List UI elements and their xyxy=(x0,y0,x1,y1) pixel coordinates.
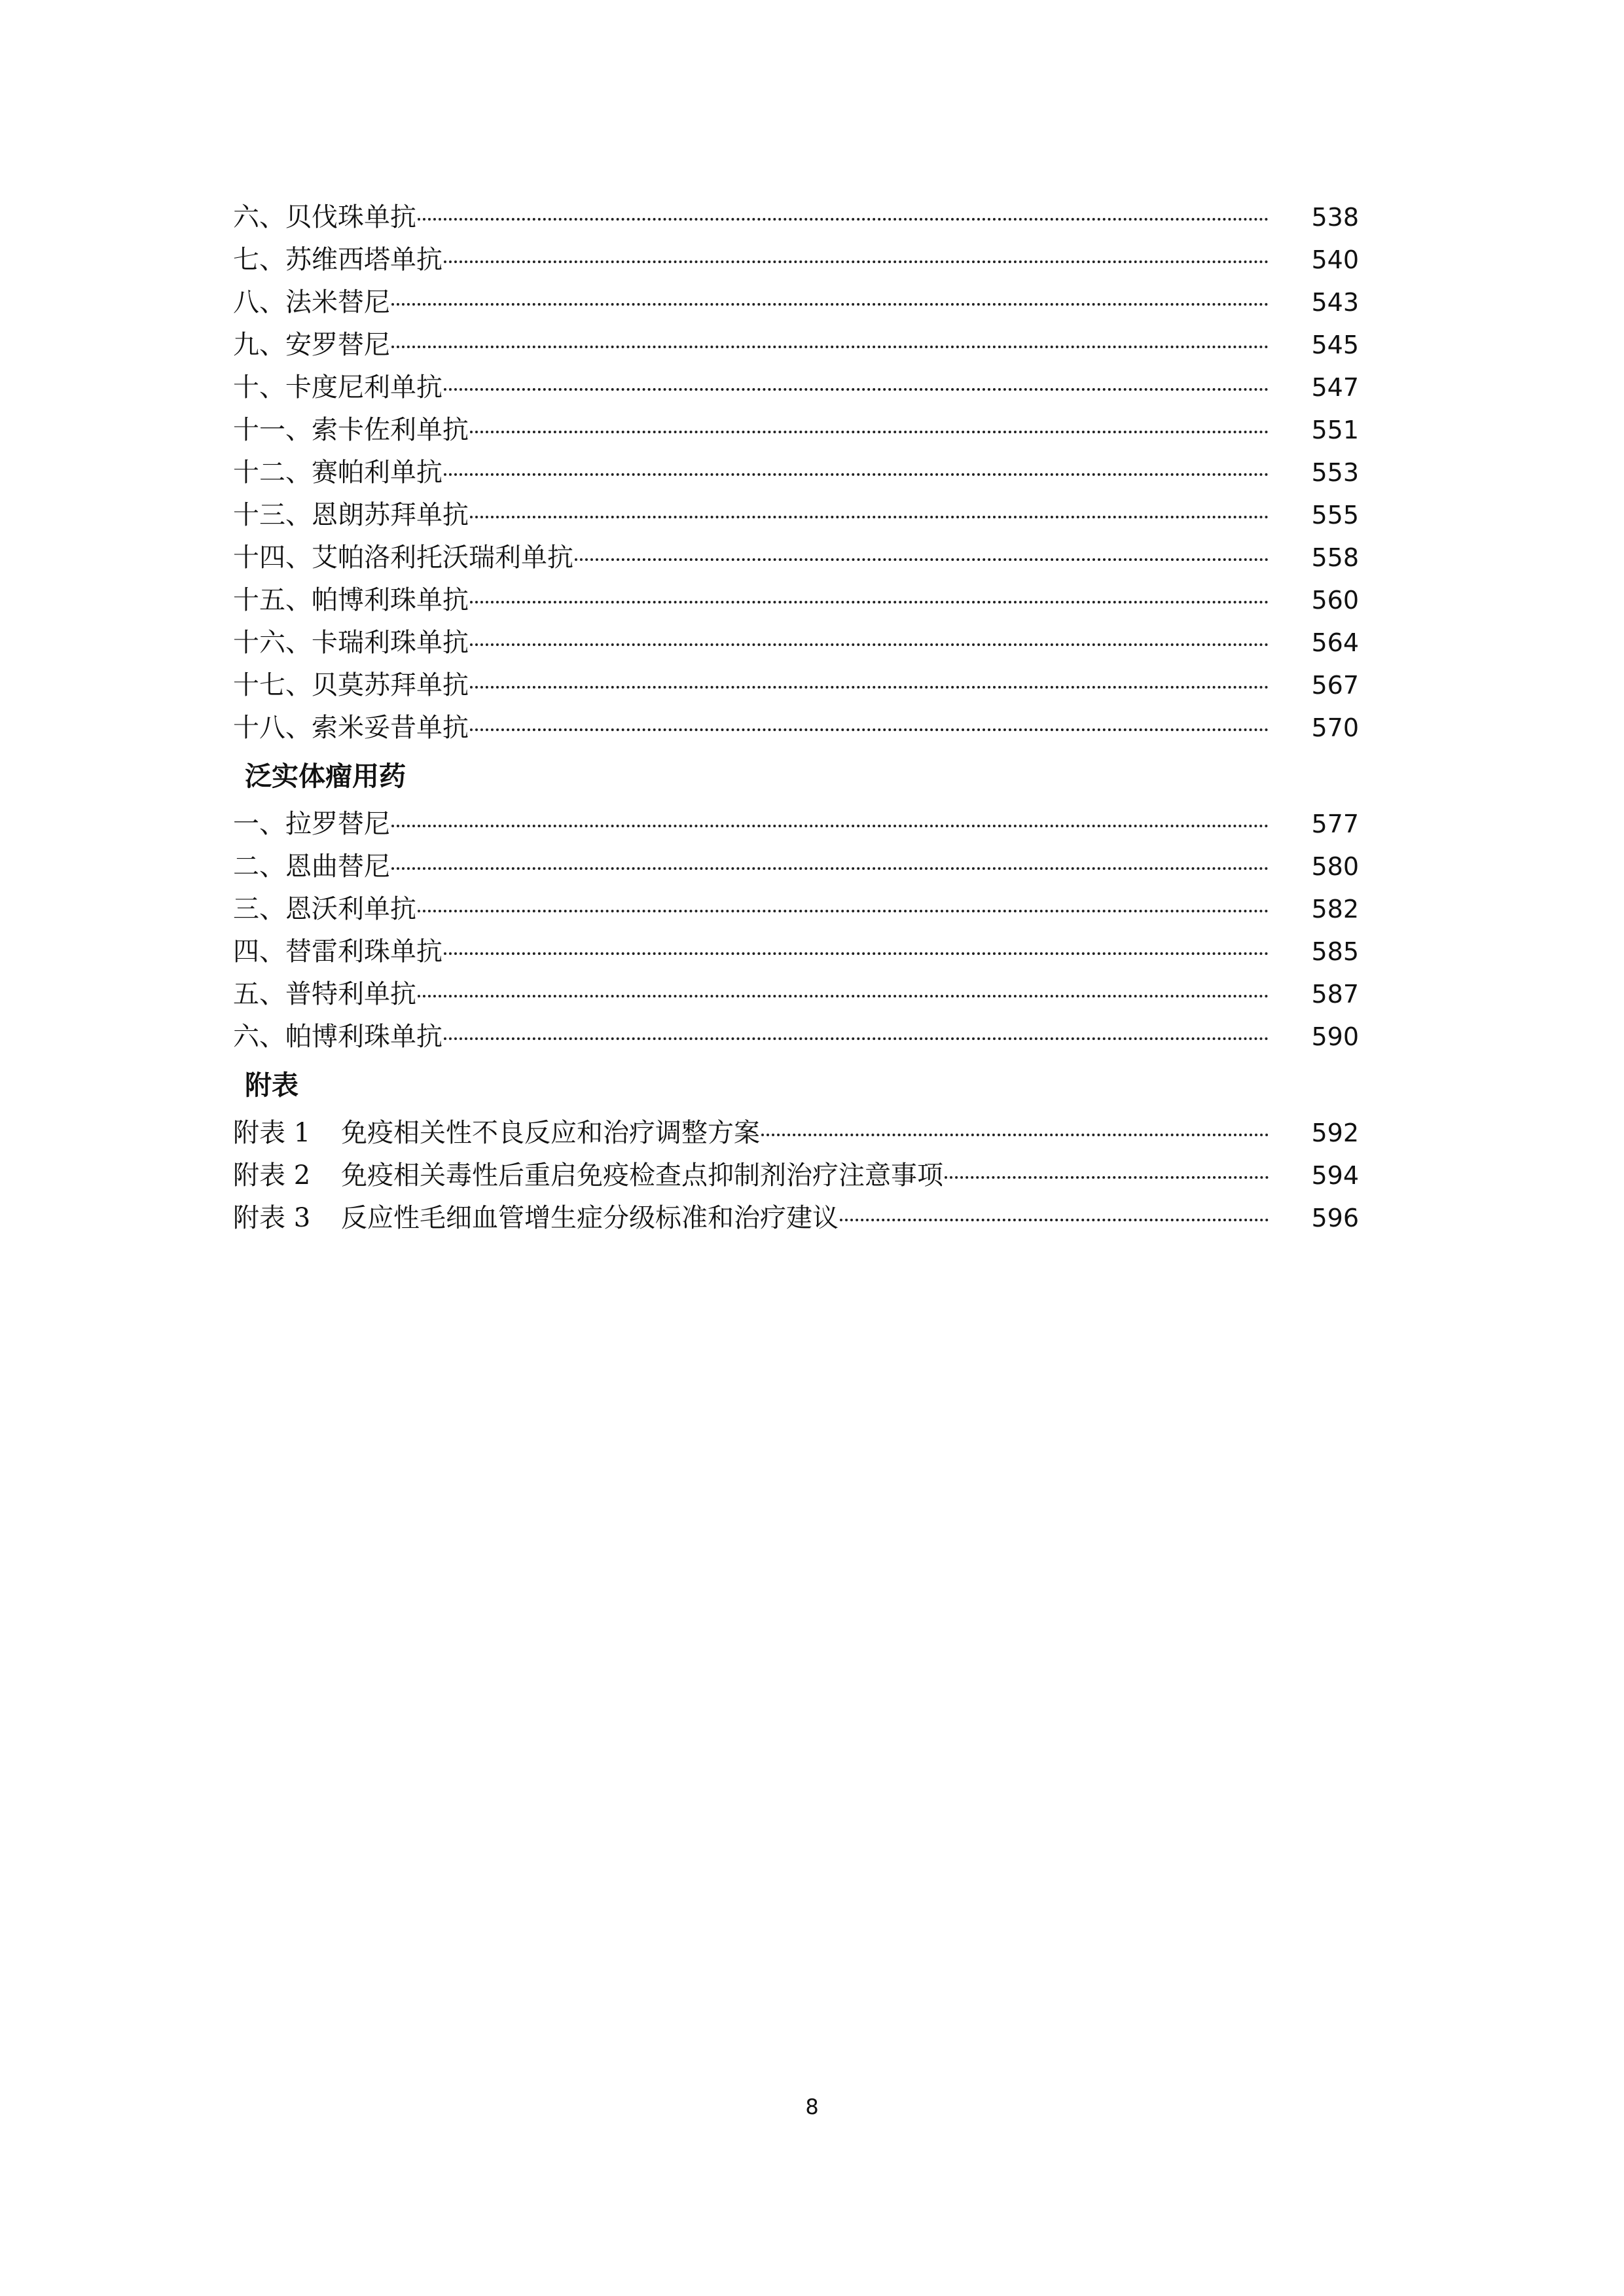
toc-entry[interactable] xyxy=(233,579,1359,622)
toc-entry-title: 六、贝伐珠单抗 xyxy=(233,202,416,232)
toc-entry-page: 551 xyxy=(1311,416,1359,444)
toc-group-1 xyxy=(233,196,1359,749)
dot-leader xyxy=(391,346,1269,348)
toc-entry-page: 594 xyxy=(1311,1161,1359,1190)
toc-entry-page: 558 xyxy=(1311,543,1359,572)
toc-entry-page: 543 xyxy=(1311,288,1359,317)
toc-entry-title: 六、帕博利珠单抗 xyxy=(233,1022,442,1052)
toc-entry-page: 560 xyxy=(1311,586,1359,615)
toc-entry[interactable] xyxy=(233,324,1359,367)
appendix-number: 附表 1 xyxy=(233,1118,311,1148)
toc-entry-title: 十七、贝莫苏拜单抗 xyxy=(233,670,469,700)
dot-leader xyxy=(391,825,1269,827)
appendix-title: 反应性毛细血管增生症分级标准和治疗建议 xyxy=(341,1203,839,1233)
toc-entry[interactable] xyxy=(233,707,1359,749)
toc-entry-page: 545 xyxy=(1311,331,1359,359)
toc-entry-page: 540 xyxy=(1311,245,1359,274)
toc-entry[interactable] xyxy=(233,537,1359,579)
toc-entry[interactable] xyxy=(233,1016,1359,1058)
toc-entry-page: 585 xyxy=(1311,937,1359,966)
toc-entry[interactable] xyxy=(233,664,1359,707)
toc-entry[interactable] xyxy=(233,494,1359,537)
toc-entry-page: 564 xyxy=(1311,628,1359,657)
toc-entry-page: 580 xyxy=(1311,852,1359,881)
appendix-number: 附表 3 xyxy=(233,1203,311,1233)
dot-leader xyxy=(418,910,1269,912)
toc-entry[interactable] xyxy=(233,803,1359,846)
toc-entry-title xyxy=(233,1155,943,1197)
dot-leader xyxy=(470,728,1269,731)
dot-leader xyxy=(444,473,1269,476)
dot-leader xyxy=(840,1219,1269,1221)
table-of-contents xyxy=(233,196,1359,1240)
toc-entry-title: 二、恩曲替尼 xyxy=(233,852,390,882)
dot-leader xyxy=(391,867,1269,870)
dot-leader xyxy=(444,260,1269,263)
dot-leader xyxy=(945,1176,1269,1179)
toc-entry-title xyxy=(233,1197,839,1240)
toc-entry[interactable] xyxy=(233,973,1359,1016)
dot-leader xyxy=(470,431,1269,433)
dot-leader xyxy=(418,218,1269,221)
dot-leader xyxy=(444,388,1269,391)
toc-entry[interactable] xyxy=(233,452,1359,494)
toc-entry-page: 567 xyxy=(1311,671,1359,700)
dot-leader xyxy=(444,1037,1269,1040)
toc-entry-page: 592 xyxy=(1311,1119,1359,1147)
dot-leader xyxy=(761,1134,1269,1136)
toc-entry[interactable] xyxy=(233,1112,1359,1155)
toc-entry-title: 十二、赛帕利单抗 xyxy=(233,457,442,488)
toc-entry-title: 十五、帕博利珠单抗 xyxy=(233,585,469,615)
toc-entry-title: 十六、卡瑞利珠单抗 xyxy=(233,628,469,658)
toc-entry-title: 十、卡度尼利单抗 xyxy=(233,372,442,403)
dot-leader xyxy=(418,995,1269,997)
toc-entry-page: 577 xyxy=(1311,810,1359,838)
toc-entry[interactable] xyxy=(233,409,1359,452)
toc-entry-page: 587 xyxy=(1311,980,1359,1009)
toc-entry-title: 三、恩沃利单抗 xyxy=(233,894,416,924)
toc-entry-page: 553 xyxy=(1311,458,1359,487)
toc-entry[interactable] xyxy=(233,367,1359,409)
appendix-title: 免疫相关毒性后重启免疫检查点抑制剂治疗注意事项 xyxy=(341,1160,943,1191)
toc-entry-page: 596 xyxy=(1311,1204,1359,1232)
appendix-number: 附表 2 xyxy=(233,1160,311,1191)
toc-entry[interactable] xyxy=(233,846,1359,888)
toc-entry[interactable] xyxy=(233,281,1359,324)
toc-entry-page: 547 xyxy=(1311,373,1359,402)
toc-entry-page: 555 xyxy=(1311,501,1359,529)
toc-entry-title: 八、法米替尼 xyxy=(233,287,390,317)
toc-entry[interactable] xyxy=(233,196,1359,239)
appendix-title: 免疫相关性不良反应和治疗调整方案 xyxy=(341,1118,760,1148)
dot-leader xyxy=(391,303,1269,306)
toc-entry[interactable] xyxy=(233,888,1359,931)
toc-entry-title: 五、普特利单抗 xyxy=(233,979,416,1009)
toc-entry-title: 九、安罗替尼 xyxy=(233,330,390,360)
toc-entry-title: 十八、索米妥昔单抗 xyxy=(233,713,469,743)
toc-entry-title: 一、拉罗替尼 xyxy=(233,809,390,839)
toc-entry[interactable] xyxy=(233,931,1359,973)
toc-entry-title: 十四、艾帕洛利托沃瑞利单抗 xyxy=(233,543,573,573)
toc-entry-page: 538 xyxy=(1311,203,1359,232)
dot-leader xyxy=(444,952,1269,955)
toc-entry[interactable] xyxy=(233,1197,1359,1240)
toc-entry-page: 582 xyxy=(1311,895,1359,924)
toc-group-2 xyxy=(233,803,1359,1058)
toc-entry-title xyxy=(233,1112,760,1155)
toc-entry-title: 十三、恩朗苏拜单抗 xyxy=(233,500,469,530)
toc-entry[interactable] xyxy=(233,622,1359,664)
dot-leader xyxy=(575,558,1269,561)
toc-entry-page: 570 xyxy=(1311,713,1359,742)
dot-leader xyxy=(470,686,1269,689)
section-heading: 泛实体瘤用药 xyxy=(245,761,406,792)
dot-leader xyxy=(470,516,1269,518)
section-heading: 附表 xyxy=(245,1069,298,1101)
toc-entry-title: 十一、索卡佐利单抗 xyxy=(233,415,469,445)
toc-entry-page: 590 xyxy=(1311,1022,1359,1051)
dot-leader xyxy=(470,601,1269,603)
toc-entry-title: 四、替雷利珠单抗 xyxy=(233,937,442,967)
toc-entry[interactable] xyxy=(233,239,1359,281)
toc-entry-title: 七、苏维西塔单抗 xyxy=(233,245,442,275)
dot-leader xyxy=(470,643,1269,646)
page-number: 8 xyxy=(805,2094,819,2119)
toc-entry[interactable] xyxy=(233,1155,1359,1197)
toc-group-3 xyxy=(233,1112,1359,1240)
